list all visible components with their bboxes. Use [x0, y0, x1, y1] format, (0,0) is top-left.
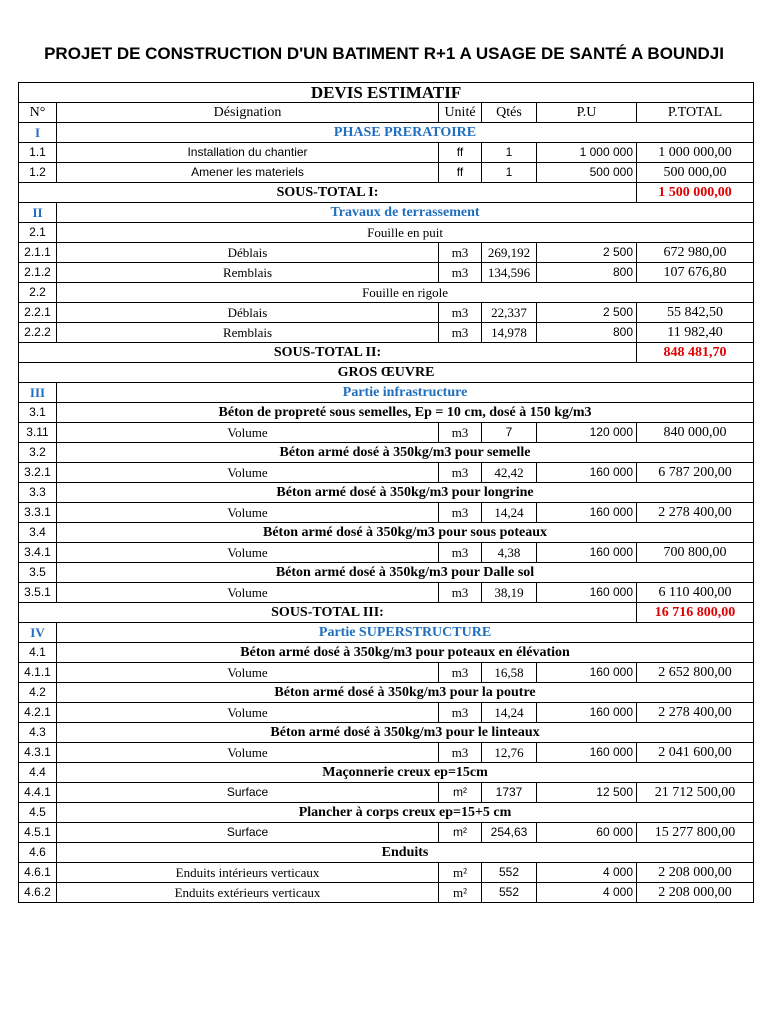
item-total: 500 000,00 — [637, 163, 754, 183]
item-number: 3.5.1 — [19, 583, 57, 603]
phase-row — [19, 123, 754, 143]
item-row — [19, 583, 754, 603]
section-title: GROS ŒUVRE — [19, 363, 754, 383]
item-number: 4.3.1 — [19, 743, 57, 763]
item-unit-price: 2 500 — [537, 303, 637, 323]
item-unit: m3 — [439, 703, 482, 723]
subtotal-amount: 1 500 000,00 — [637, 183, 754, 203]
item-unit: m3 — [439, 743, 482, 763]
item-total: 21 712 500,00 — [637, 783, 754, 803]
group-title: Béton armé dosé à 350kg/m3 pour Dalle sol — [57, 563, 754, 583]
phase-number: II — [19, 203, 57, 223]
group-number: 4.4 — [19, 763, 57, 783]
item-quantity: 42,42 — [482, 463, 537, 483]
item-designation: Volume — [57, 583, 439, 603]
group-title: Béton armé dosé à 350kg/m3 pour la poutre — [57, 683, 754, 703]
item-total: 6 110 400,00 — [637, 583, 754, 603]
item-number: 3.11 — [19, 423, 57, 443]
group-number: 3.5 — [19, 563, 57, 583]
phase-number: III — [19, 383, 57, 403]
item-number: 3.3.1 — [19, 503, 57, 523]
item-row — [19, 823, 754, 843]
item-unit: m3 — [439, 663, 482, 683]
item-designation: Remblais — [57, 263, 439, 283]
phase-row — [19, 383, 754, 403]
group-number: 2.1 — [19, 223, 57, 243]
group-row — [19, 523, 754, 543]
item-quantity: 1 — [482, 163, 537, 183]
group-number: 3.4 — [19, 523, 57, 543]
item-number: 1.1 — [19, 143, 57, 163]
item-unit-price: 120 000 — [537, 423, 637, 443]
item-total: 55 842,50 — [637, 303, 754, 323]
group-title: Béton armé dosé à 350kg/m3 pour poteaux en élévation — [57, 643, 754, 663]
item-total: 11 982,40 — [637, 323, 754, 343]
item-unit-price: 500 000 — [537, 163, 637, 183]
item-designation: Volume — [57, 503, 439, 523]
item-unit-price: 160 000 — [537, 743, 637, 763]
item-number: 4.4.1 — [19, 783, 57, 803]
header-row — [19, 103, 754, 123]
section-row — [19, 363, 754, 383]
group-title: Maçonnerie creux ep=15cm — [57, 763, 754, 783]
item-designation: Volume — [57, 543, 439, 563]
item-number: 4.1.1 — [19, 663, 57, 683]
subtotal-label: SOUS-TOTAL III: — [19, 603, 637, 623]
phase-title: PHASE PRERATOIRE — [57, 123, 754, 143]
subtotal-amount: 848 481,70 — [637, 343, 754, 363]
item-row — [19, 783, 754, 803]
item-quantity: 4,38 — [482, 543, 537, 563]
header-designation: Désignation — [57, 103, 439, 123]
group-row — [19, 443, 754, 463]
item-unit: m3 — [439, 243, 482, 263]
group-number: 4.5 — [19, 803, 57, 823]
group-row — [19, 803, 754, 823]
item-quantity: 552 — [482, 883, 537, 903]
item-designation: Déblais — [57, 243, 439, 263]
devis-table — [18, 82, 754, 903]
item-unit: m3 — [439, 303, 482, 323]
item-designation: Volume — [57, 743, 439, 763]
group-row — [19, 763, 754, 783]
phase-number: I — [19, 123, 57, 143]
item-number: 4.2.1 — [19, 703, 57, 723]
page-title: PROJET DE CONSTRUCTION D'UN BATIMENT R+1 A USAGE DE SANTÉ A BOUNDJI — [44, 44, 724, 63]
group-number: 4.6 — [19, 843, 57, 863]
phase-title: Partie infrastructure — [57, 383, 754, 403]
item-quantity: 1 — [482, 143, 537, 163]
item-designation: Volume — [57, 423, 439, 443]
group-row — [19, 723, 754, 743]
item-total: 2 652 800,00 — [637, 663, 754, 683]
group-row — [19, 403, 754, 423]
item-quantity: 38,19 — [482, 583, 537, 603]
group-number: 3.1 — [19, 403, 57, 423]
item-unit: m3 — [439, 323, 482, 343]
item-designation: Volume — [57, 463, 439, 483]
item-row — [19, 263, 754, 283]
item-number: 2.1.1 — [19, 243, 57, 263]
item-designation: Enduits intérieurs verticaux — [57, 863, 439, 883]
item-quantity: 134,596 — [482, 263, 537, 283]
item-unit: m² — [439, 863, 482, 883]
item-row — [19, 163, 754, 183]
group-title: Plancher à corps creux ep=15+5 cm — [57, 803, 754, 823]
item-unit: m3 — [439, 423, 482, 443]
group-title: Béton armé dosé à 350kg/m3 pour semelle — [57, 443, 754, 463]
group-row — [19, 483, 754, 503]
subtotal-label: SOUS-TOTAL I: — [19, 183, 637, 203]
item-quantity: 22,337 — [482, 303, 537, 323]
group-title: Béton armé dosé à 350kg/m3 pour sous poteaux — [57, 523, 754, 543]
item-number: 4.6.1 — [19, 863, 57, 883]
item-row — [19, 243, 754, 263]
item-unit-price: 160 000 — [537, 703, 637, 723]
item-row — [19, 503, 754, 523]
item-number: 1.2 — [19, 163, 57, 183]
header-qtes: Qtés — [482, 103, 537, 123]
item-unit: ff — [439, 163, 482, 183]
subtotal-row — [19, 343, 754, 363]
group-number: 3.2 — [19, 443, 57, 463]
subtotal-label: SOUS-TOTAL II: — [19, 343, 637, 363]
item-quantity: 254,63 — [482, 823, 537, 843]
group-title: Béton de propreté sous semelles, Ep = 10 cm, dosé à 150 kg/m3 — [57, 403, 754, 423]
phase-title: Partie SUPERSTRUCTURE — [57, 623, 754, 643]
item-unit-price: 800 — [537, 263, 637, 283]
phase-number: IV — [19, 623, 57, 643]
item-unit-price: 4 000 — [537, 863, 637, 883]
item-row — [19, 743, 754, 763]
item-total: 2 208 000,00 — [637, 863, 754, 883]
item-designation: Enduits extérieurs verticaux — [57, 883, 439, 903]
item-row — [19, 883, 754, 903]
item-unit-price: 160 000 — [537, 503, 637, 523]
header-num: N° — [19, 103, 57, 123]
doc-title-row — [19, 83, 754, 103]
item-number: 3.2.1 — [19, 463, 57, 483]
item-designation: Remblais — [57, 323, 439, 343]
item-unit-price: 800 — [537, 323, 637, 343]
item-unit-price: 60 000 — [537, 823, 637, 843]
item-total: 2 208 000,00 — [637, 883, 754, 903]
phase-row — [19, 203, 754, 223]
item-quantity: 14,24 — [482, 703, 537, 723]
item-unit-price: 160 000 — [537, 663, 637, 683]
group-number: 3.3 — [19, 483, 57, 503]
item-total: 2 041 600,00 — [637, 743, 754, 763]
item-row — [19, 303, 754, 323]
item-unit: m3 — [439, 543, 482, 563]
phase-row — [19, 623, 754, 643]
header-ptotal: P.TOTAL — [637, 103, 754, 123]
item-total: 107 676,80 — [637, 263, 754, 283]
item-designation: Volume — [57, 663, 439, 683]
group-row — [19, 843, 754, 863]
item-quantity: 7 — [482, 423, 537, 443]
phase-title: Travaux de terrassement — [57, 203, 754, 223]
devis-body — [19, 83, 754, 903]
group-number: 2.2 — [19, 283, 57, 303]
item-total: 1 000 000,00 — [637, 143, 754, 163]
group-title: Béton armé dosé à 350kg/m3 pour le linteaux — [57, 723, 754, 743]
subtotal-amount: 16 716 800,00 — [637, 603, 754, 623]
item-number: 2.2.1 — [19, 303, 57, 323]
group-number: 4.1 — [19, 643, 57, 663]
header-pu: P.U — [537, 103, 637, 123]
item-unit: ff — [439, 143, 482, 163]
subtotal-row — [19, 183, 754, 203]
item-quantity: 14,24 — [482, 503, 537, 523]
item-row — [19, 663, 754, 683]
item-row — [19, 463, 754, 483]
doc-title: DEVIS ESTIMATIF — [19, 83, 754, 103]
item-unit: m3 — [439, 263, 482, 283]
item-total: 6 787 200,00 — [637, 463, 754, 483]
item-unit-price: 160 000 — [537, 463, 637, 483]
item-designation: Surface — [57, 783, 439, 803]
item-number: 3.4.1 — [19, 543, 57, 563]
item-unit-price: 160 000 — [537, 583, 637, 603]
item-total: 2 278 400,00 — [637, 503, 754, 523]
item-designation: Volume — [57, 703, 439, 723]
item-designation: Amener les materiels — [57, 163, 439, 183]
item-unit: m3 — [439, 583, 482, 603]
group-row — [19, 283, 754, 303]
item-row — [19, 323, 754, 343]
item-row — [19, 423, 754, 443]
item-unit: m3 — [439, 463, 482, 483]
item-number: 4.6.2 — [19, 883, 57, 903]
item-designation: Déblais — [57, 303, 439, 323]
group-row — [19, 563, 754, 583]
item-total: 15 277 800,00 — [637, 823, 754, 843]
group-number: 4.3 — [19, 723, 57, 743]
group-title: Fouille en rigole — [57, 283, 754, 303]
item-row — [19, 543, 754, 563]
item-unit-price: 4 000 — [537, 883, 637, 903]
item-quantity: 16,58 — [482, 663, 537, 683]
item-row — [19, 143, 754, 163]
item-unit: m3 — [439, 503, 482, 523]
item-designation: Surface — [57, 823, 439, 843]
group-number: 4.2 — [19, 683, 57, 703]
item-total: 2 278 400,00 — [637, 703, 754, 723]
item-unit-price: 12 500 — [537, 783, 637, 803]
item-unit-price: 160 000 — [537, 543, 637, 563]
item-total: 840 000,00 — [637, 423, 754, 443]
item-total: 672 980,00 — [637, 243, 754, 263]
group-row — [19, 223, 754, 243]
item-unit: m² — [439, 883, 482, 903]
item-unit: m² — [439, 823, 482, 843]
item-quantity: 1737 — [482, 783, 537, 803]
item-designation: Installation du chantier — [57, 143, 439, 163]
item-quantity: 552 — [482, 863, 537, 883]
subtotal-row — [19, 603, 754, 623]
item-quantity: 269,192 — [482, 243, 537, 263]
item-unit: m² — [439, 783, 482, 803]
item-number: 2.2.2 — [19, 323, 57, 343]
group-title: Béton armé dosé à 350kg/m3 pour longrine — [57, 483, 754, 503]
group-row — [19, 683, 754, 703]
group-row — [19, 643, 754, 663]
item-unit-price: 1 000 000 — [537, 143, 637, 163]
item-unit-price: 2 500 — [537, 243, 637, 263]
header-unite: Unité — [439, 103, 482, 123]
item-total: 700 800,00 — [637, 543, 754, 563]
item-quantity: 12,76 — [482, 743, 537, 763]
item-row — [19, 863, 754, 883]
item-number: 2.1.2 — [19, 263, 57, 283]
item-quantity: 14,978 — [482, 323, 537, 343]
item-number: 4.5.1 — [19, 823, 57, 843]
group-title: Fouille en puit — [57, 223, 754, 243]
group-title: Enduits — [57, 843, 754, 863]
item-row — [19, 703, 754, 723]
